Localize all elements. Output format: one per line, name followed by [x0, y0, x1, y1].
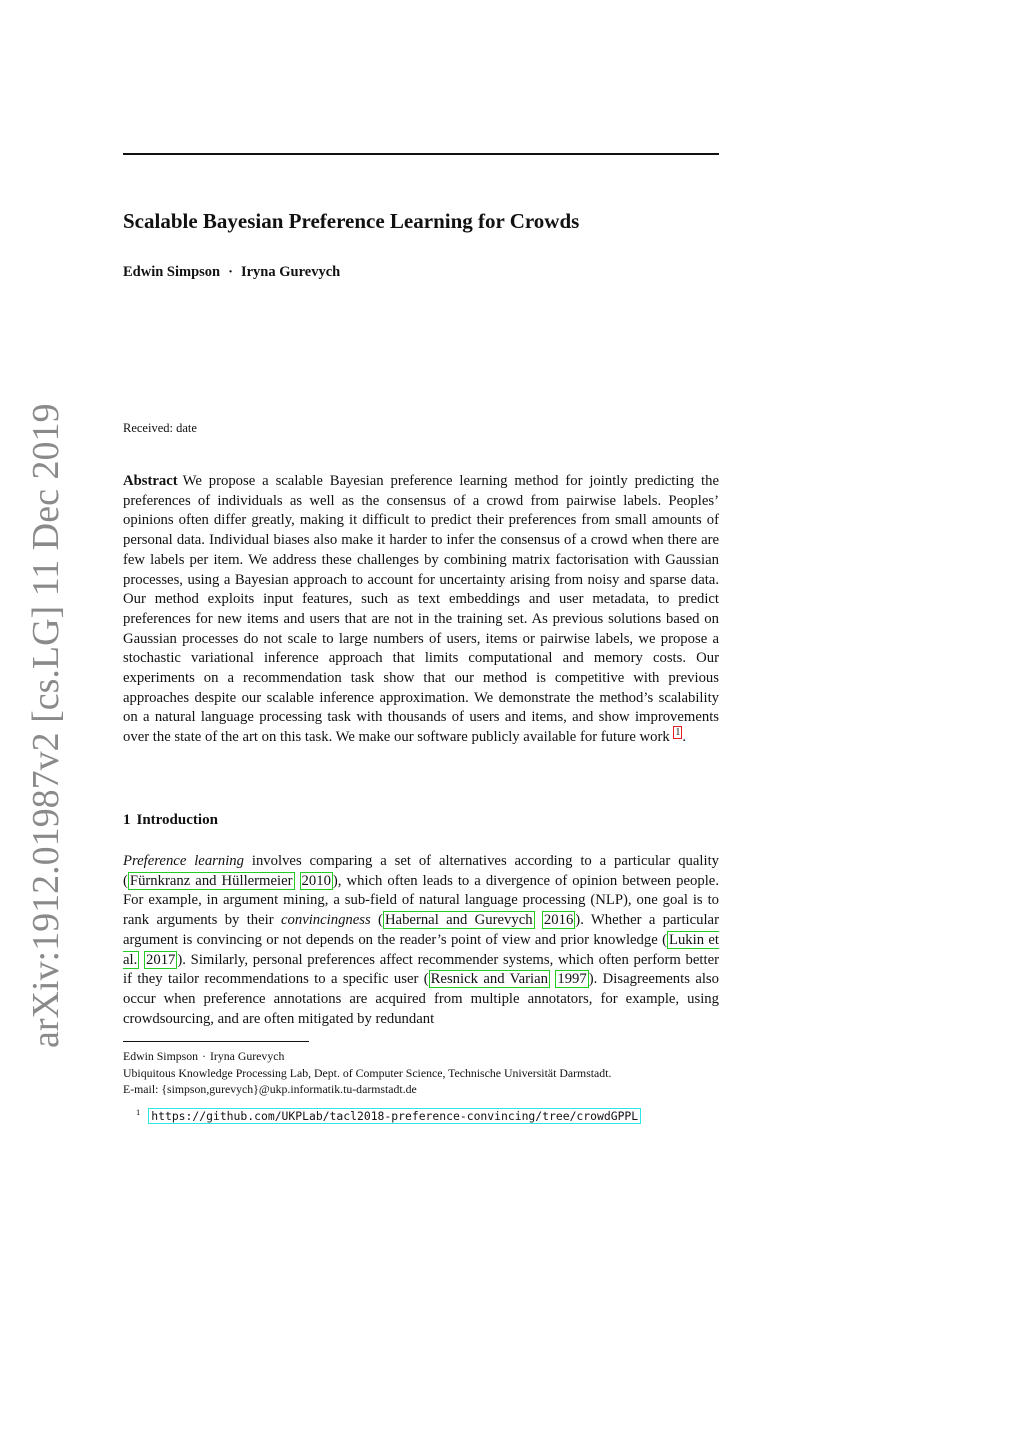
title-rule [123, 153, 719, 155]
footnote-author-separator: · [202, 1049, 206, 1063]
footnote-ref-link[interactable]: 1 [675, 727, 681, 739]
abstract [123, 472, 719, 748]
intro-paragraph [123, 852, 719, 1029]
intro-text: ). Whether a particular argument is convincing or not depends on the reader’s point of view and prior knowledge ( [123, 912, 719, 948]
arxiv-identifier: arXiv:1912.01987v2 [cs.LG] 11 Dec 2019 [25, 403, 67, 1048]
abstract-end: . [682, 729, 687, 746]
received-date: Received: date [123, 421, 197, 435]
section-title: Introduction [136, 812, 218, 828]
citation-link[interactable]: Lukin et al. [123, 931, 719, 968]
paper-title: Scalable Bayesian Preference Learning for Crowds [123, 209, 580, 233]
author-footnote [123, 1048, 611, 1098]
footnote-authors [123, 1048, 611, 1065]
author-name: Iryna Gurevych [240, 264, 341, 280]
author-name: Edwin Simpson [123, 264, 221, 280]
citation-link[interactable]: Resnick and Varian [430, 971, 548, 988]
footnote-author-name: Edwin Simpson [123, 1049, 199, 1063]
intro-text: ). Disagreements also occur when preference annotations are acquired from multiple annotators, for example, using crowdsourcing, and are often mitigated by redundant [123, 971, 719, 1027]
section-number: 1 [123, 812, 131, 828]
footnote-mark: 1 [136, 1107, 141, 1117]
footnote-rule [123, 1041, 309, 1042]
abstract-text: We propose a scalable Bayesian preference learning method for jointly predicting the preferences of individuals as well as the consensus of a crowd from pairwise labels. Peoples’ opinions often differ greatly, making it difficult to predict their preferences from small amounts of personal data. Individual biases also make it harder to infer the consensus of a crowd when there are few labels per item. We address these challenges by combining matrix factorisation with Gaussian processes, using a Bayesian approach to account for uncertainty arising from noisy and sparse data. Our method exploits input features, such as text embeddings and user metadata, to predict preferences for new items and users that are not in the training set. As previous solutions based on Gaussian processes do not scale to large numbers of users, items or pairwise labels, we propose a stochastic variational inference approach that limits computational and memory costs. Our experiments on a recommendation task show that our method is competitive with previous approaches despite our scalable inference approximation. We demonstrate the method’s scalability on a natural language processing task with thousands of users and items, and show improvements over the state of the art on this task. We make our software publicly available for future work [123, 473, 719, 746]
abstract-label: Abstract [123, 473, 178, 489]
intro-text: ( [370, 912, 383, 929]
citation-year-link[interactable]: 2016 [543, 912, 574, 929]
emphasized-term: convincingness [280, 912, 371, 929]
intro-text: ), which often leads to a divergence of opinion between people. For example, in argument mining, a sub-field of natural language processing (NLP), one goal is to rank arguments by their [123, 872, 719, 929]
github-url-link[interactable]: https://github.com/UKPLab/tacl2018-preference-convincing/tree/crowdGPPL [148, 1108, 641, 1124]
email: E-mail: {simpson,gurevych}@ukp.informatik.tu-darmstadt.de [123, 1082, 417, 1096]
author-list [123, 264, 340, 281]
citation-year-link[interactable]: 2017 [146, 951, 176, 968]
author-separator: · [228, 264, 233, 280]
section-heading [123, 812, 218, 829]
citation-year-link[interactable]: 1997 [557, 971, 587, 988]
citation-link[interactable]: Fürnkranz and Hüllermeier [129, 872, 293, 889]
affiliation: Ubiquitous Knowledge Processing Lab, Dept. of Computer Science, Technische Universität Darmstadt. [123, 1065, 612, 1080]
url-footnote [136, 1107, 641, 1124]
footnote-author-name: Iryna Gurevych [210, 1049, 285, 1063]
emphasized-term: Preference learning [123, 853, 244, 869]
citation-link[interactable]: Habernal and Gurevych [384, 912, 533, 929]
citation-year-link[interactable]: 2010 [301, 872, 331, 889]
intro-text: ). Similarly, personal preferences affect recommender systems, which often perform better if they tailor recommendations to a specific user ( [123, 951, 719, 988]
intro-text: involves comparing a set of alternatives according to a particular quality ( [123, 853, 719, 889]
